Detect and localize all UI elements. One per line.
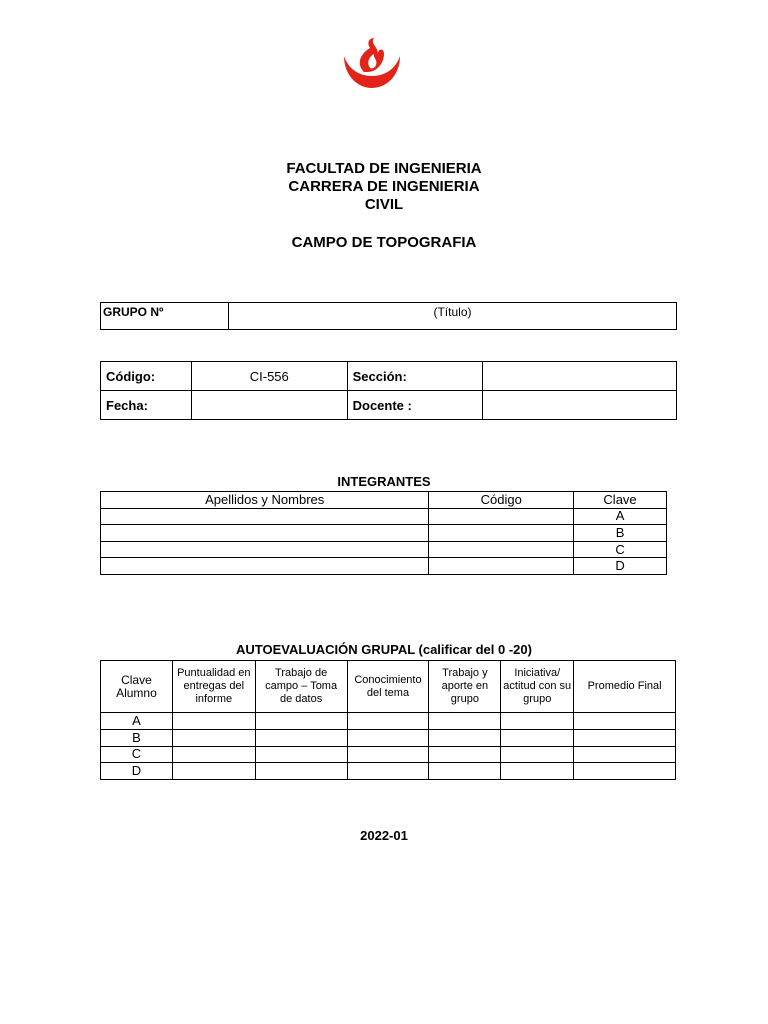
academic-period: 2022-01 [360, 828, 408, 843]
score-cell[interactable] [172, 713, 255, 730]
column-header: Promedio Final [574, 661, 676, 713]
clave-cell: C [101, 746, 173, 763]
career-name-line2: CIVIL [364, 196, 404, 213]
score-cell[interactable] [255, 729, 347, 746]
integrantes-table [100, 491, 667, 575]
column-header: Clave Alumno [101, 661, 173, 713]
autoevaluacion-title: AUTOEVALUACIÓN GRUPAL (calificar del 0 -20) [236, 642, 532, 657]
score-cell[interactable] [429, 746, 501, 763]
table-row [101, 713, 676, 730]
table-row [101, 729, 676, 746]
codigo-cell[interactable] [429, 558, 574, 575]
table-row [101, 508, 667, 525]
table-header-row [101, 492, 667, 509]
clave-cell: D [101, 763, 173, 780]
column-header: Código [429, 492, 574, 509]
average-cell[interactable] [574, 713, 676, 730]
codigo-cell[interactable] [429, 525, 574, 542]
column-header: Clave [574, 492, 667, 509]
course-info-table [100, 361, 677, 420]
score-cell[interactable] [347, 763, 429, 780]
codigo-value[interactable]: CI-556 [191, 362, 347, 391]
grupo-label: GRUPO Nº [101, 303, 229, 330]
score-cell[interactable] [255, 746, 347, 763]
score-cell[interactable] [347, 713, 429, 730]
codigo-cell[interactable] [429, 508, 574, 525]
score-cell[interactable] [501, 729, 574, 746]
column-header: Puntualidad en entregas del informe [172, 661, 255, 713]
docente-value[interactable] [483, 391, 677, 420]
column-header: Conocimiento del tema [347, 661, 429, 713]
seccion-value[interactable] [483, 362, 677, 391]
autoevaluacion-table [100, 660, 676, 780]
score-cell[interactable] [172, 763, 255, 780]
score-cell[interactable] [172, 746, 255, 763]
score-cell[interactable] [501, 763, 574, 780]
clave-cell: B [101, 729, 173, 746]
nombre-cell[interactable] [101, 541, 429, 558]
clave-cell: A [101, 713, 173, 730]
score-cell[interactable] [429, 763, 501, 780]
table-row [101, 525, 667, 542]
table-row [101, 763, 676, 780]
career-name-line1: CARRERA DE INGENIERIA [288, 178, 480, 195]
score-cell[interactable] [429, 729, 501, 746]
upc-flame-logo [340, 38, 404, 90]
fecha-label: Fecha: [101, 391, 192, 420]
table-row [101, 746, 676, 763]
table-row [101, 541, 667, 558]
clave-cell: D [574, 558, 667, 575]
average-cell[interactable] [574, 763, 676, 780]
integrantes-title: INTEGRANTES [337, 474, 431, 489]
codigo-label: Código: [101, 362, 192, 391]
seccion-label: Sección: [347, 362, 483, 391]
nombre-cell[interactable] [101, 525, 429, 542]
score-cell[interactable] [172, 729, 255, 746]
column-header: Iniciativa/ actitud con su grupo [501, 661, 574, 713]
score-cell[interactable] [501, 746, 574, 763]
faculty-name: FACULTAD DE INGENIERIA [286, 160, 482, 177]
clave-cell: B [574, 525, 667, 542]
clave-cell: C [574, 541, 667, 558]
grupo-title[interactable]: (Título) [229, 303, 677, 330]
course-title: CAMPO DE TOPOGRAFIA [291, 234, 477, 251]
column-header: Trabajo y aporte en grupo [429, 661, 501, 713]
score-cell[interactable] [429, 713, 501, 730]
clave-cell: A [574, 508, 667, 525]
docente-label: Docente : [347, 391, 483, 420]
nombre-cell[interactable] [101, 558, 429, 575]
nombre-cell[interactable] [101, 508, 429, 525]
average-cell[interactable] [574, 729, 676, 746]
table-row [101, 558, 667, 575]
score-cell[interactable] [347, 729, 429, 746]
fecha-value[interactable] [191, 391, 347, 420]
score-cell[interactable] [255, 713, 347, 730]
score-cell[interactable] [347, 746, 429, 763]
grupo-table [100, 302, 677, 330]
faculty-header [0, 160, 768, 214]
average-cell[interactable] [574, 746, 676, 763]
column-header: Trabajo de campo – Toma de datos [255, 661, 347, 713]
table-header-row [101, 661, 676, 713]
score-cell[interactable] [501, 713, 574, 730]
score-cell[interactable] [255, 763, 347, 780]
codigo-cell[interactable] [429, 541, 574, 558]
column-header: Apellidos y Nombres [101, 492, 429, 509]
